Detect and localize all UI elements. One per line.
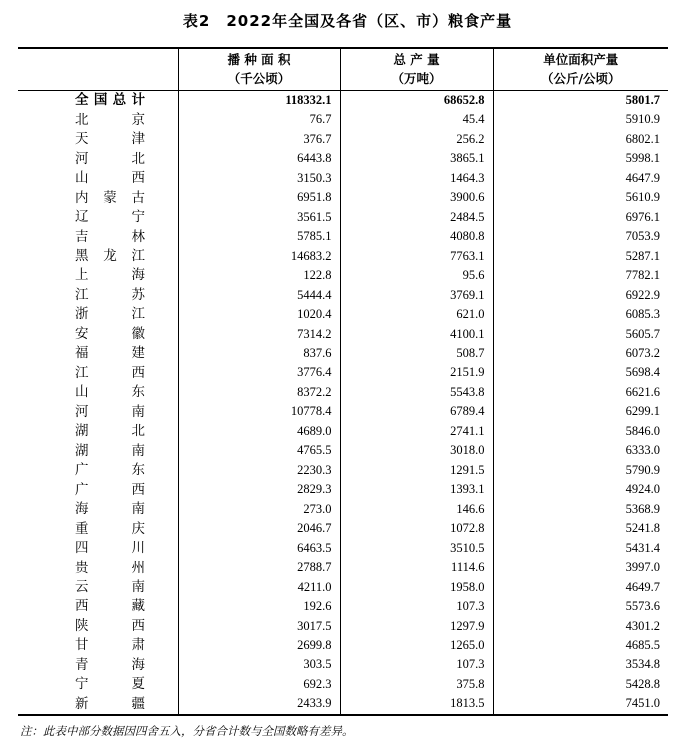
yield-value: 6333.0 <box>625 443 660 458</box>
region-cell <box>18 129 178 148</box>
region-label: 甘肃 <box>75 637 145 654</box>
table-row <box>18 266 668 285</box>
output-value: 4080.8 <box>340 227 493 246</box>
region-label: 天津 <box>75 131 145 148</box>
area-value: 8372.2 <box>178 383 340 402</box>
yield-value: 5573.6 <box>625 599 660 614</box>
area-value: 3017.5 <box>178 616 340 635</box>
region-label: 福建 <box>75 345 145 362</box>
region-cell <box>18 383 178 402</box>
yield-value: 5998.1 <box>625 151 660 166</box>
region-cell <box>18 558 178 577</box>
output-value: 1265.0 <box>340 636 493 655</box>
region-label: 重庆 <box>75 520 145 537</box>
region-label: 河北 <box>75 150 145 167</box>
area-value: 2788.7 <box>178 558 340 577</box>
yield-value: 4647.9 <box>625 170 660 185</box>
area-value: 837.6 <box>178 344 340 363</box>
area-value: 192.6 <box>178 597 340 616</box>
yield-value: 3997.0 <box>625 560 660 575</box>
region-label: 海南 <box>75 501 145 518</box>
region-label: 广东 <box>75 462 145 479</box>
table-row <box>18 305 668 324</box>
output-value: 3018.0 <box>340 441 493 460</box>
header-region-blank <box>18 48 178 90</box>
output-value: 1958.0 <box>340 577 493 596</box>
region-label: 全国总计 <box>75 92 145 109</box>
region-label: 黑龙江 <box>75 248 145 265</box>
yield-value: 4685.5 <box>625 638 660 652</box>
region-label: 贵州 <box>75 559 145 576</box>
table-row <box>18 694 668 714</box>
output-value: 6789.4 <box>340 402 493 421</box>
header-unit-yield <box>493 48 668 90</box>
table-row <box>18 90 668 110</box>
region-label: 江苏 <box>75 286 145 303</box>
region-cell <box>18 402 178 421</box>
header-total-output <box>340 48 493 90</box>
yield-value: 7053.9 <box>625 229 660 244</box>
area-value: 6463.5 <box>178 538 340 557</box>
output-value: 1464.3 <box>340 168 493 187</box>
region-cell <box>18 636 178 655</box>
area-value: 692.3 <box>178 675 340 694</box>
table-body <box>18 90 668 715</box>
region-cell <box>18 285 178 304</box>
region-label: 辽宁 <box>75 209 145 226</box>
yield-value: 5790.9 <box>625 462 660 477</box>
output-value: 146.6 <box>340 499 493 518</box>
yield-value: 5241.8 <box>625 521 660 536</box>
yield-value: 3534.8 <box>625 657 660 672</box>
area-value: 2230.3 <box>178 460 340 479</box>
area-value: 118332.1 <box>178 90 340 110</box>
output-value: 45.4 <box>340 110 493 129</box>
table-row <box>18 421 668 440</box>
table-row <box>18 324 668 343</box>
area-value: 4689.0 <box>178 421 340 440</box>
yield-value: 4924.0 <box>625 482 660 497</box>
region-cell <box>18 90 178 110</box>
output-value: 508.7 <box>340 344 493 363</box>
table-row <box>18 246 668 265</box>
table-row <box>18 363 668 382</box>
region-cell <box>18 266 178 285</box>
region-cell <box>18 246 178 265</box>
output-value: 2484.5 <box>340 207 493 226</box>
region-cell <box>18 577 178 596</box>
output-value: 2151.9 <box>340 363 493 382</box>
area-value: 2829.3 <box>178 480 340 499</box>
region-label: 吉林 <box>75 228 145 245</box>
header-total-output-line2: （万吨） <box>391 71 442 87</box>
yield-value: 5846.0 <box>625 423 660 438</box>
yield-value: 5910.9 <box>625 112 660 127</box>
yield-value: 6922.9 <box>625 287 660 302</box>
table-row <box>18 207 668 226</box>
table-row <box>18 460 668 479</box>
header-row <box>18 48 668 90</box>
table-row <box>18 597 668 616</box>
header-sown-area-line2: （千公顷） <box>227 71 291 87</box>
yield-value: 6802.1 <box>625 131 660 146</box>
region-cell <box>18 460 178 479</box>
region-label: 四川 <box>75 540 145 557</box>
region-cell <box>18 149 178 168</box>
output-value: 1072.8 <box>340 519 493 538</box>
table-row <box>18 519 668 538</box>
region-cell <box>18 110 178 129</box>
area-value: 3776.4 <box>178 363 340 382</box>
area-value: 6443.8 <box>178 149 340 168</box>
output-value: 3900.6 <box>340 188 493 207</box>
table-row <box>18 402 668 421</box>
output-value: 2741.1 <box>340 421 493 440</box>
table-row <box>18 675 668 694</box>
area-value: 376.7 <box>178 129 340 148</box>
output-value: 1813.5 <box>340 694 493 714</box>
region-cell <box>18 519 178 538</box>
table-row <box>18 480 668 499</box>
region-label: 山东 <box>75 384 145 401</box>
region-label: 内蒙古 <box>75 189 145 206</box>
yield-value: 6621.6 <box>625 384 660 399</box>
table-row <box>18 616 668 635</box>
output-value: 5543.8 <box>340 383 493 402</box>
region-label: 江西 <box>75 364 145 381</box>
region-cell <box>18 344 178 363</box>
region-cell <box>18 694 178 714</box>
region-label: 河南 <box>75 403 145 420</box>
table-row <box>18 655 668 674</box>
area-value: 1020.4 <box>178 305 340 324</box>
output-value: 621.0 <box>340 305 493 324</box>
region-label: 湖北 <box>75 423 145 440</box>
yield-value: 5605.7 <box>625 326 660 341</box>
header-total-output-line1: 总 产 量 <box>393 52 440 68</box>
area-value: 4211.0 <box>178 577 340 596</box>
yield-value: 5801.7 <box>625 92 660 107</box>
area-value: 5785.1 <box>178 227 340 246</box>
region-cell <box>18 421 178 440</box>
table-row <box>18 636 668 655</box>
grain-production-table <box>18 47 668 716</box>
region-cell <box>18 168 178 187</box>
table-row <box>18 577 668 596</box>
region-label: 陕西 <box>75 617 145 634</box>
region-cell <box>18 597 178 616</box>
area-value: 3561.5 <box>178 207 340 226</box>
output-value: 107.3 <box>340 655 493 674</box>
area-value: 76.7 <box>178 110 340 129</box>
area-value: 6951.8 <box>178 188 340 207</box>
table-row <box>18 188 668 207</box>
yield-value: 4301.2 <box>625 618 660 633</box>
output-value: 1114.6 <box>340 558 493 577</box>
region-label: 上海 <box>75 267 145 284</box>
header-sown-area-line1: 播 种 面 积 <box>227 52 291 68</box>
table-row <box>18 285 668 304</box>
region-cell <box>18 227 178 246</box>
region-cell <box>18 324 178 343</box>
table-row <box>18 558 668 577</box>
area-value: 3150.3 <box>178 168 340 187</box>
area-value: 10778.4 <box>178 402 340 421</box>
yield-value: 6299.1 <box>625 404 660 419</box>
table-title: 表2 2022年全国及各省（区、市）粮食产量 <box>182 12 513 30</box>
region-cell <box>18 675 178 694</box>
header-unit-yield-line1: 单位面积产量 <box>543 52 619 68</box>
yield-value: 5428.8 <box>625 676 660 691</box>
output-value: 4100.1 <box>340 324 493 343</box>
table-row <box>18 344 668 363</box>
region-label: 山西 <box>75 170 145 187</box>
area-value: 273.0 <box>178 499 340 518</box>
yield-value: 5431.4 <box>625 540 660 555</box>
table-row <box>18 129 668 148</box>
region-label: 宁夏 <box>75 676 145 693</box>
table-row <box>18 441 668 460</box>
region-label: 浙江 <box>75 306 145 323</box>
yield-value: 6085.3 <box>625 307 660 322</box>
area-value: 14683.2 <box>178 246 340 265</box>
area-value: 2699.8 <box>178 636 340 655</box>
region-cell <box>18 655 178 674</box>
output-value: 375.8 <box>340 675 493 694</box>
area-value: 303.5 <box>178 655 340 674</box>
region-cell <box>18 480 178 499</box>
area-value: 5444.4 <box>178 285 340 304</box>
region-cell <box>18 305 178 324</box>
table-row <box>18 110 668 129</box>
yield-value: 7782.1 <box>625 268 660 283</box>
table-row <box>18 538 668 557</box>
region-label: 安徽 <box>75 325 145 342</box>
region-label: 青海 <box>75 656 145 673</box>
area-value: 2046.7 <box>178 519 340 538</box>
area-value: 2433.9 <box>178 694 340 714</box>
output-value: 7763.1 <box>340 246 493 265</box>
region-label: 北京 <box>75 111 145 128</box>
yield-value: 6073.2 <box>625 345 660 360</box>
yield-value: 5698.4 <box>625 365 660 380</box>
yield-value: 5610.9 <box>625 190 660 205</box>
yield-value: 7451.0 <box>625 696 660 711</box>
region-label: 湖南 <box>75 442 145 459</box>
output-value: 256.2 <box>340 129 493 148</box>
table-row <box>18 383 668 402</box>
footnote: 注：此表中部分数据因四舍五入，分省合计数与全国数略有差异。 <box>20 725 354 738</box>
output-value: 95.6 <box>340 266 493 285</box>
region-cell <box>18 499 178 518</box>
header-unit-yield-line2: （公斤/公顷） <box>540 71 621 87</box>
yield-value: 5287.1 <box>625 248 660 263</box>
region-cell <box>18 207 178 226</box>
table-row <box>18 227 668 246</box>
region-cell <box>18 538 178 557</box>
output-value: 1393.1 <box>340 480 493 499</box>
region-cell <box>18 441 178 460</box>
output-value: 3769.1 <box>340 285 493 304</box>
region-cell <box>18 363 178 382</box>
table-header <box>18 48 668 90</box>
region-cell <box>18 188 178 207</box>
region-cell <box>18 616 178 635</box>
output-value: 3510.5 <box>340 538 493 557</box>
output-value: 3865.1 <box>340 149 493 168</box>
yield-value: 5368.9 <box>625 501 660 516</box>
output-value: 107.3 <box>340 597 493 616</box>
table-row <box>18 499 668 518</box>
output-value: 68652.8 <box>340 90 493 110</box>
table-row <box>18 149 668 168</box>
yield-value: 4649.7 <box>625 579 660 594</box>
area-value: 122.8 <box>178 266 340 285</box>
area-value: 4765.5 <box>178 441 340 460</box>
region-label: 云南 <box>75 578 145 595</box>
region-label: 广西 <box>75 481 145 498</box>
yield-value: 6976.1 <box>625 209 660 224</box>
area-value: 7314.2 <box>178 324 340 343</box>
output-value: 1297.9 <box>340 616 493 635</box>
region-label: 新疆 <box>75 695 145 712</box>
output-value: 1291.5 <box>340 460 493 479</box>
header-sown-area <box>178 48 340 90</box>
table-row <box>18 168 668 187</box>
region-label: 西藏 <box>75 598 145 615</box>
